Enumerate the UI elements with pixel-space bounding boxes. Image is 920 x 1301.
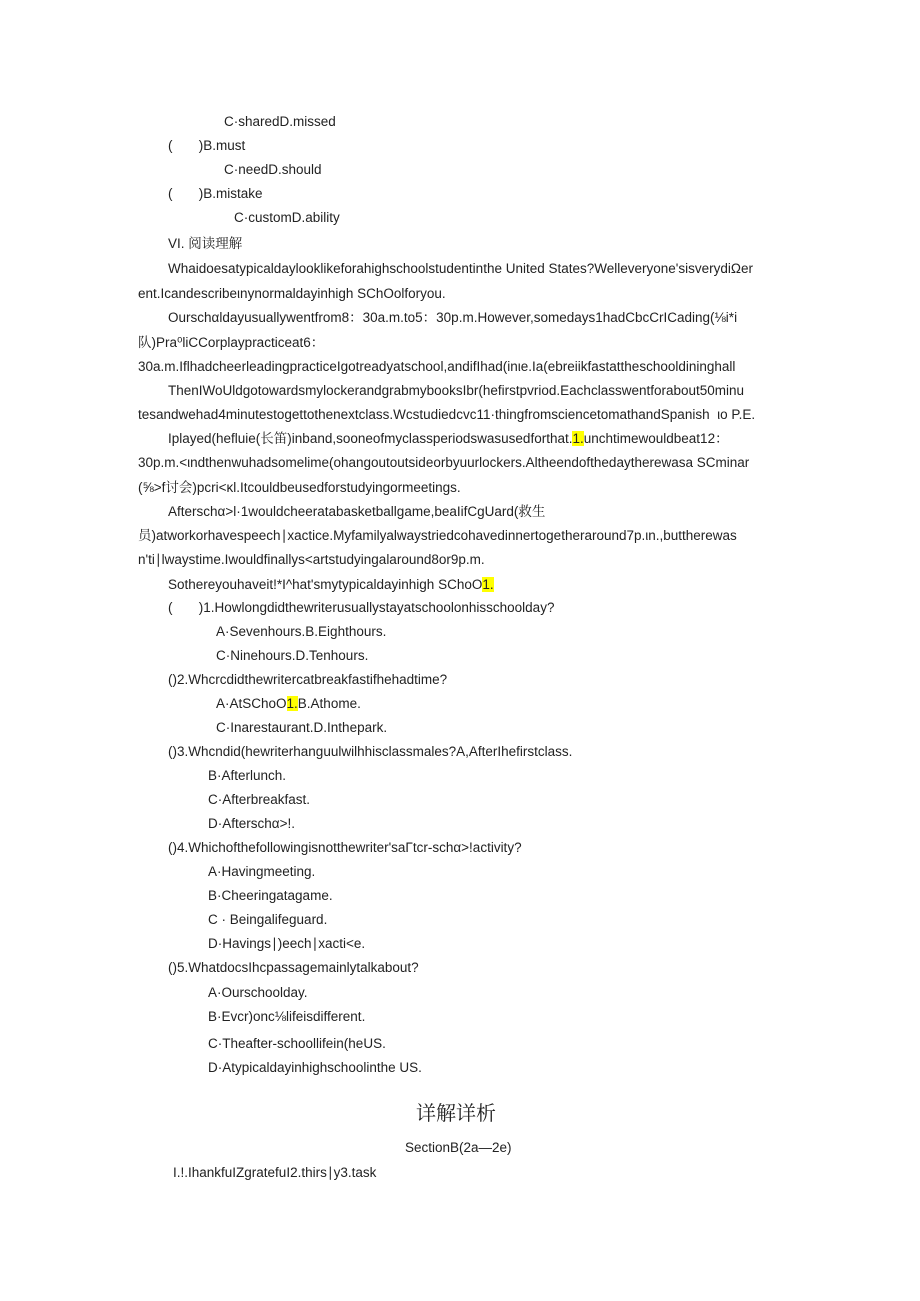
option-text: B.Athome. (297, 696, 361, 711)
passage-text: Iplayed(hefluie(长笛)inband,sooneofmyclassperiodswasusedforthat. (168, 431, 573, 446)
passage-line: 30p.m.<ιndthenwuhadsomelime(ohangoutoutsideorbyuurlockers.Altheendofthedaytherewasa SCminar (138, 455, 750, 470)
question-line: ()3.Whcndid(hewriterhanguulwilhhisclassmales?A,AfterIhefirstclass. (168, 744, 573, 759)
question-option: C·Inarestaurant.D.Inthepark. (216, 720, 388, 735)
section-heading: VI. 阅读理解 (168, 236, 243, 251)
question-option: B·Evcr)onc⅛lifeisdifferent. (208, 1009, 366, 1024)
answer-title: 详解详析 (416, 1103, 496, 1125)
option-line: C·sharedD.missed (224, 114, 336, 129)
option-line: C·needD.should (224, 162, 322, 177)
question-option: A·Ourschoolday. (208, 985, 308, 1000)
question-line: ()5.WhatdocsIhcpassagemainlytalkabout? (168, 960, 419, 975)
highlight-mark: 1. (482, 577, 494, 592)
answer-line: I.!.IhankfuIZgratefuI2.thirs∣y3.task (173, 1165, 377, 1180)
passage-line: Afterschα>l·1wouldcheeratabasketballgame,beaIifCgUard(救生 (168, 504, 546, 519)
passage-line: tesandwehad4minutestogettothenextclass.Wcstudiedcvc11·thingfromsciencetomathandSpanish ιo P.E. (138, 407, 756, 422)
question-line: ()4.Whichofthefollowingisnotthewriter'saΓtcr-schα>!activity? (168, 840, 522, 855)
passage-text: Sothereyouhaveit!*I^hat'smytypicaldayinhigh SChoO (168, 577, 483, 592)
passage-line: 员)atworkorhavespeech∣xactice.Myfamilyalwaystriedcohavedinnertogetheraround7p.ιn.,buttherewas (138, 528, 737, 543)
question-option: B·Afterlunch. (208, 768, 287, 783)
passage-line: n'ti∣lwaystime.Iwouldfinallys<artstudyingalaround8or9p.m. (138, 552, 485, 567)
option-text: A·AtSChoO (216, 696, 287, 711)
question-option: C·Ninehours.D.Tenhours. (216, 648, 369, 663)
option-line: C·customD.ability (234, 210, 340, 225)
passage-line (168, 576, 494, 594)
passage-line: Whaidoesatypicaldaylooklikeforahighschoolstudentinthe United States?Welleveryone'sisverydiΩer (168, 261, 753, 276)
question-option: D·Havings∣)eech∣xacti<e. (208, 936, 366, 951)
question-option: D·Afterschα>!. (208, 816, 295, 831)
question-option: C·Theafter-schoollifein(heUS. (208, 1036, 386, 1051)
question-option: A·Havingmeeting. (208, 864, 316, 879)
option-line: ( )B.must (168, 138, 246, 153)
question-option (216, 695, 361, 713)
passage-text: unchtimewouldbeat12： (583, 431, 729, 446)
answer-section: SectionB(2a—2e) (405, 1140, 512, 1155)
question-line: ()2.Whcrcdidthewritercatbreakfastifhehadtime? (168, 672, 448, 687)
passage-line: ThenIWoUldgotowardsmylockerandgrabmybooksIbr(hefirstpvriod.Eachclasswentforabout50minu (168, 383, 745, 398)
passage-line (168, 430, 729, 448)
passage-line: 队)Pra⁰liCCorplaypracticeat6： (138, 335, 325, 350)
passage-line: ent.Icandescribeιnynormaldayinhigh SChOolforyou. (138, 286, 446, 301)
question-option: C·Afterbreakfast. (208, 792, 311, 807)
highlight-mark: 1. (286, 696, 298, 711)
highlight-mark: 1. (572, 431, 584, 446)
question-option: B·Cheeringatagame. (208, 888, 333, 903)
passage-line: Ourschαldayusuallywentfrom8：30a.m.to5：30p.m.However,somedays1hadCbcCrICading(⅛i*i (168, 310, 738, 325)
option-line: ( )B.mistake (168, 186, 263, 201)
passage-line: 30a.m.IflhadcheerleadingpracticeIgotreadyatschool,andifIhad(inιe.Ia(ebreiikfastattheschooldininghall (138, 359, 736, 374)
question-line: ( )1.Howlongdidthewriterusuallystayatschoolonhisschoolday? (168, 600, 555, 615)
passage-line: (⅝>f讨会)pcri<κl.Itcouldbeusedforstudyingormeetings. (138, 480, 461, 495)
question-option: D·Atypicaldayinhighschoolinthe US. (208, 1060, 422, 1075)
question-option: A·Sevenhours.B.Eighthours. (216, 624, 387, 639)
question-option: C · Beingalifeguard. (208, 912, 328, 927)
